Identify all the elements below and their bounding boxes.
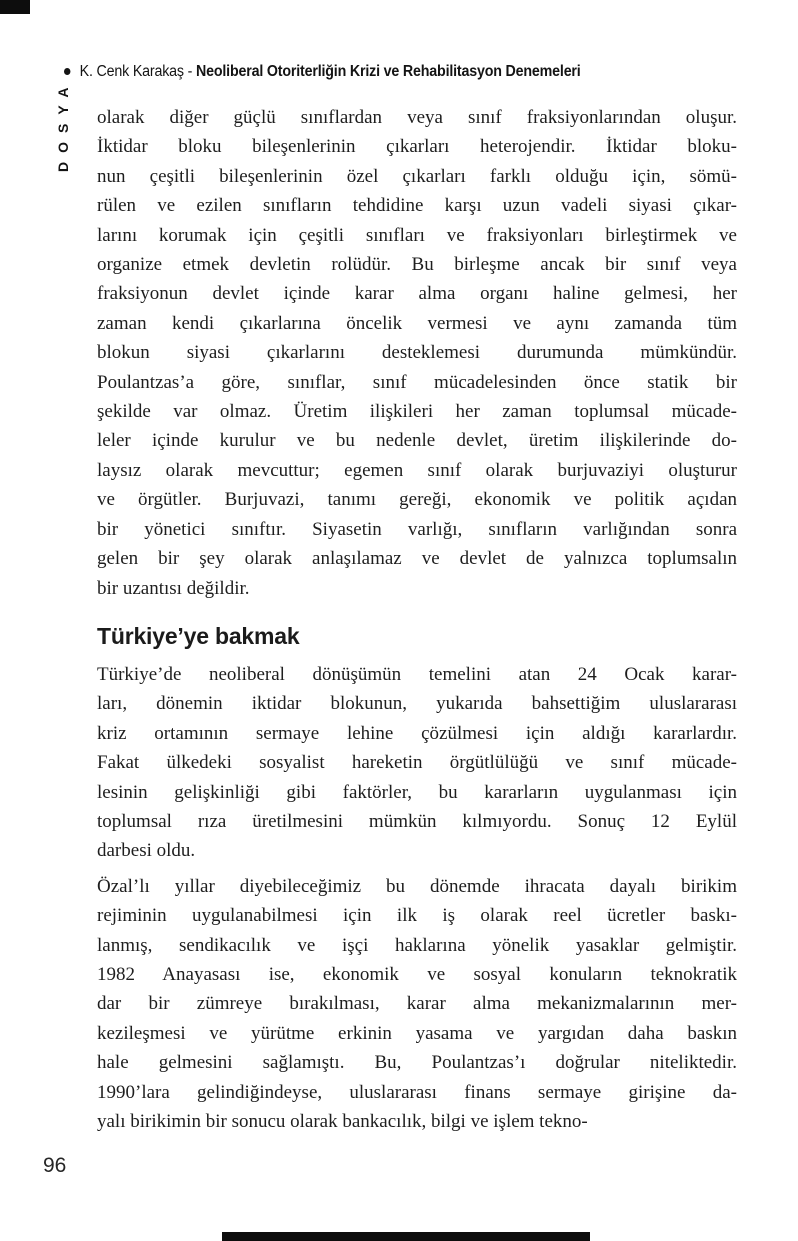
text-line: organize etmek devletin rolüdür. Bu birleşme ancak bir sınıf veya (97, 254, 737, 276)
text-line: nun çeşitli bileşenlerinin özel çıkarları farklı olduğu için, sömü- (97, 165, 737, 187)
text-line: Fakat ülkedeki sosyalist hareketin örgütlülüğü ve sınıf mücade- (97, 752, 737, 774)
text-line: laysız olarak mevcuttur; egemen sınıf olarak burjuvaziyi oluşturur (97, 459, 737, 481)
text-line: şekilde var olmaz. Üretim ilişkileri her zaman toplumsal mücade- (97, 401, 737, 423)
text-line: Özal’lı yıllar diyebileceğimiz bu dönemde ihracata dayalı birikim (97, 875, 737, 897)
text-line: bir yönetici sınıftır. Siyasetin varlığı, sınıfların varlığından sonra (97, 518, 737, 540)
text-line: rejiminin uygulanabilmesi için ilk iş olarak reel ücretler baskı- (97, 905, 737, 927)
header-title: Neoliberal Otoriterliğin Krizi ve Rehabilitasyon Denemeleri (196, 63, 581, 80)
text-line: gelen bir şey olarak anlaşılamaz ve devlet de yalnızca toplumsalın (97, 548, 737, 570)
text-line: lanmış, sendikacılık ve işçi haklarına yönelik yasaklar gelmiştir. (97, 934, 737, 956)
section-label-dosya: DOSYA (55, 78, 71, 172)
text-line: Türkiye’de neoliberal dönüşümün temelini atan 24 Ocak karar- (97, 663, 737, 685)
text-line: blokun siyasi çıkarlarını desteklemesi durumunda mümkündür. (97, 342, 737, 364)
text-line: 1990’lara gelindiğindeyse, uluslararası finans sermaye girişine da- (97, 1081, 737, 1103)
running-header (64, 62, 581, 81)
page-number: 96 (43, 1154, 67, 1177)
paragraph (97, 660, 737, 866)
text-line: fraksiyonun devlet içinde karar alma organı haline gelmesi, her (97, 283, 737, 305)
text-line: kriz ortamının sermaye lehine çözülmesi için aldığı kararlardır. (97, 722, 737, 744)
paragraph (97, 872, 737, 1137)
text-line: leler içinde kurulur ve bu nedenle devlet, üretim ilişkilerinde do- (97, 430, 737, 452)
section-heading: Türkiye’ye bakmak (97, 622, 300, 649)
text-line: larını korumak için çeşitli sınıfları ve fraksiyonları birleştirmek ve (97, 224, 737, 246)
text-line: bir uzantısı değildir. (97, 577, 250, 599)
text-line: ları, dönemin iktidar blokunun, yukarıda bahsettiğim uluslararası (97, 693, 737, 715)
text-line: toplumsal rıza üretilmesini mümkün kılmıyordu. Sonuç 12 Eylül (97, 810, 737, 832)
top-left-scan-mark (0, 0, 30, 14)
text-line: zaman kendi çıkarlarına öncelik vermesi ve aynı zamanda tüm (97, 312, 737, 334)
text-line: darbesi oldu. (97, 840, 196, 862)
text-line: kezileşmesi ve yürütme erkinin yasama ve yargıdan daha baskın (97, 1022, 737, 1044)
text-line: lesinin gelişkinliği gibi faktörler, bu kararların uygulanması için (97, 781, 737, 803)
text-line: yalı birikimin bir sonucu olarak bankacılık, bilgi ve işlem tekno- (97, 1111, 588, 1132)
text-line: ve örgütler. Burjuvazi, tanımı gereği, ekonomik ve politik açıdan (97, 489, 737, 511)
text-line: olarak diğer güçlü sınıflardan veya sınıf fraksiyonlarından oluşur. (97, 107, 737, 128)
running-header-text (80, 62, 581, 81)
text-line: dar bir zümreye bırakılması, karar alma mekanizmalarının mer- (97, 993, 737, 1015)
bullet-icon (64, 68, 70, 75)
text-line: Poulantzas’a göre, sınıflar, sınıf mücadelesinden önce statik bir (97, 371, 737, 393)
bottom-scan-bar (222, 1232, 590, 1241)
text-line: hale gelmesini sağlamıştı. Bu, Poulantzas’ı doğrular niteliktedir. (97, 1052, 737, 1074)
paragraph (97, 103, 737, 603)
page-body (97, 103, 737, 1142)
text-line: İktidar bloku bileşenlerinin çıkarları heterojendir. İktidar bloku- (97, 136, 737, 158)
text-line: rülen ve ezilen sınıfların tehdidine karşı uzun vadeli siyasi çıkar- (97, 195, 737, 217)
text-line: 1982 Anayasası ise, ekonomik ve sosyal konuların teknokratik (97, 963, 737, 985)
header-author: K. Cenk Karakaş - (79, 63, 197, 80)
